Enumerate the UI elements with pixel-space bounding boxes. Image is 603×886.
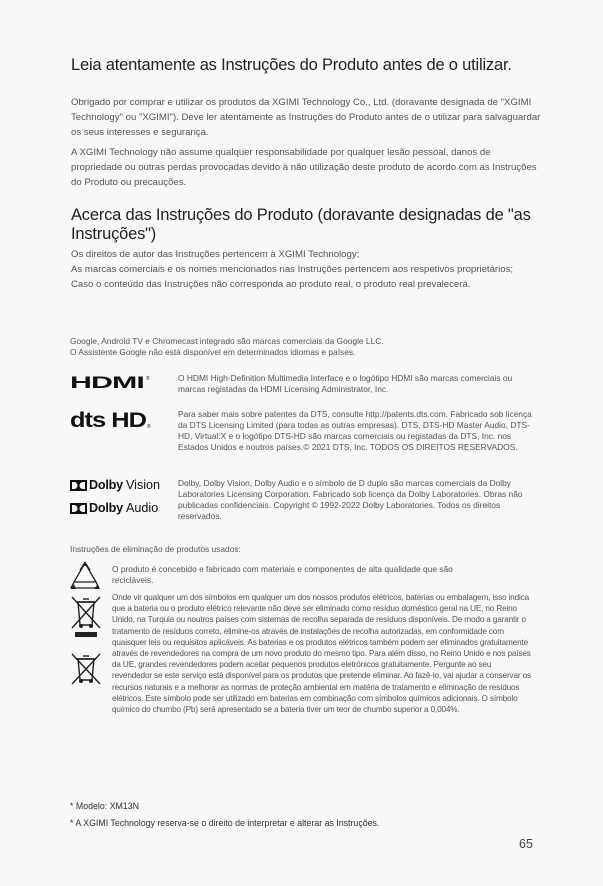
thanks-paragraph: Obrigado por comprar e utilizar os produtos da XGIMI Technology Co., Ltd. (doravante designada de "XGIMI Technology" ou "XGIMI"). Deve ler atentamente as Instruções do Produto antes de o utilizar para salvaguardar os seus interesses e segurança. (71, 97, 541, 138)
dolby-audio-logo: Dolby Audio (70, 501, 158, 515)
dolby-vision-word: Vision (125, 478, 161, 492)
svg-text:®: ® (146, 376, 150, 382)
dolby-audio-word: Audio (125, 501, 159, 515)
recycle-icon (68, 560, 102, 592)
svg-text:®: ® (147, 424, 151, 430)
weee-disposal-text: Onde vir qualquer um dos símbolos em qualquer um dos nossos produtos elétricos, baterias ou embalagem, isso indica que a bateria ou o produto elétrico relevante não deve ser eliminado como resíduo doméstico geral na UE, no Reino Unido, na Turquia ou noutros países com sistemas de recolha separada de resíduos disponíveis. De modo a garantir o tratamento de resíduos correto, elimine-os através de instalações de recolha autorizadas, em conformidade com quaisquer leis ou requisitos aplicáveis. As baterias e os produtos elétricos também podem ser eliminados gratuitamente através de revendedores na compra de um novo produto do mesmo tipo. Para além disso, no Reino Unido e nos países da UE, grandes revendedores podem aceitar pequenos produtos eletrónicos gratuitamente. Pergunte ao seu revendedor se este serviço está disponível para os produtos que pretende eliminar. Ao fazê-lo, vai ajudar a conservar os recursos naturais e a melhorar as normas de proteção ambiental em matéria de tratamento e eliminação de resíduos elétricos. Este símbolo pode ser utilizado em baterias em combinação com símbolos químicos adicionais. O símbolo químico do chumbo (Pb) será apresentado se a bateria tiver um teor de chumbo superior a 0,004%. (112, 593, 531, 715)
hdmi-logo-text: HDMI (70, 373, 144, 391)
crossed-bin-icon (71, 595, 101, 639)
model-note: * Modelo: XM13N (70, 801, 139, 811)
dts-hd-logo-icon (70, 408, 152, 434)
about-instructions-body (71, 248, 543, 292)
about-instructions-title: Acerca das Instruções do Produto (doravante designadas de "as Instruções") (71, 206, 531, 243)
page-number: 65 (519, 837, 533, 851)
dts-trademark-text: Para saber mais sobre patentes da DTS, consulte http://patents.dts.com. Fabricado sob licença da DTS Licensing Limited (para todas as outras empresas). DTS, DTS-HD Master Audio, DTS-HD, Virtual:X e o logótipo DTS-HD são marcas comerciais ou registadas da DTS, Inc. nos Estados Unidos e noutros países.© 2021 DTS, Inc. TODOS OS DIREITOS RESERVADOS. (178, 409, 532, 453)
trademarks-line: As marcas comerciais e os nomes mencionados nas Instruções pertencem aos respetivos proprietários; (71, 263, 514, 275)
hdmi-logo-icon (70, 373, 152, 391)
copyright-line: Os direitos de autor das Instruções pertencem à XGIMI Technology; (71, 249, 360, 260)
dolby-trademark-text: Dolby, Dolby Vision, Dolby Audio e o símbolo de D duplo são marcas comerciais da Dolby Laboratories Licensing Corporation. Fabricado sob licença da Dolby Laboratories. Obras não publicadas confidenciais. Copyright © 1992-2022 Dolby Laboratories. Todos os direitos reservados. (178, 478, 523, 522)
google-trademark-text: Google, Android TV e Chromecast integrado são marcas comerciais da Google LLC. (70, 336, 384, 346)
google-assistant-text: O Assistente Google não está disponível em determinados idiomas e países. (70, 347, 356, 357)
hdmi-trademark-text: O HDMI High-Definition Multimedia Interface e o logótipo HDMI são marcas comerciais ou marcas registadas da HDMI Licensing Administrator, Inc. (178, 373, 513, 395)
crossed-bin-battery-icon (71, 652, 101, 685)
disposal-heading: Instruções de eliminação de produtos usados: (70, 544, 241, 554)
rights-note: * A XGIMI Technology reserva-se o direito de interpretar e alterar as Instruções. (70, 818, 380, 828)
recycle-text: O produto é concebido e fabricado com materiais e componentes de alta qualidade que são recicláveis. (112, 564, 453, 586)
dolby-vision-logo: Dolby Vision (70, 478, 160, 492)
read-instructions-title: Leia atentamente as Instruções do Produto antes de o utilizar. (71, 56, 512, 74)
liability-paragraph: A XGIMI Technology não assume qualquer responsabilidade por qualquer lesão pessoal, danos de propriedade ou outras perdas provocadas devido à não utilização deste produto de acordo com as Instruções do Produto ou precauções. (71, 147, 537, 188)
dolby-double-d-icon (70, 503, 87, 514)
dolby-double-d-icon (70, 480, 87, 491)
prevail-line: Caso o conteúdo das Instruções não corresponda ao produto real, o produto real prevalecerá. (71, 278, 471, 290)
dts-logo-text: dts HD (70, 409, 147, 432)
